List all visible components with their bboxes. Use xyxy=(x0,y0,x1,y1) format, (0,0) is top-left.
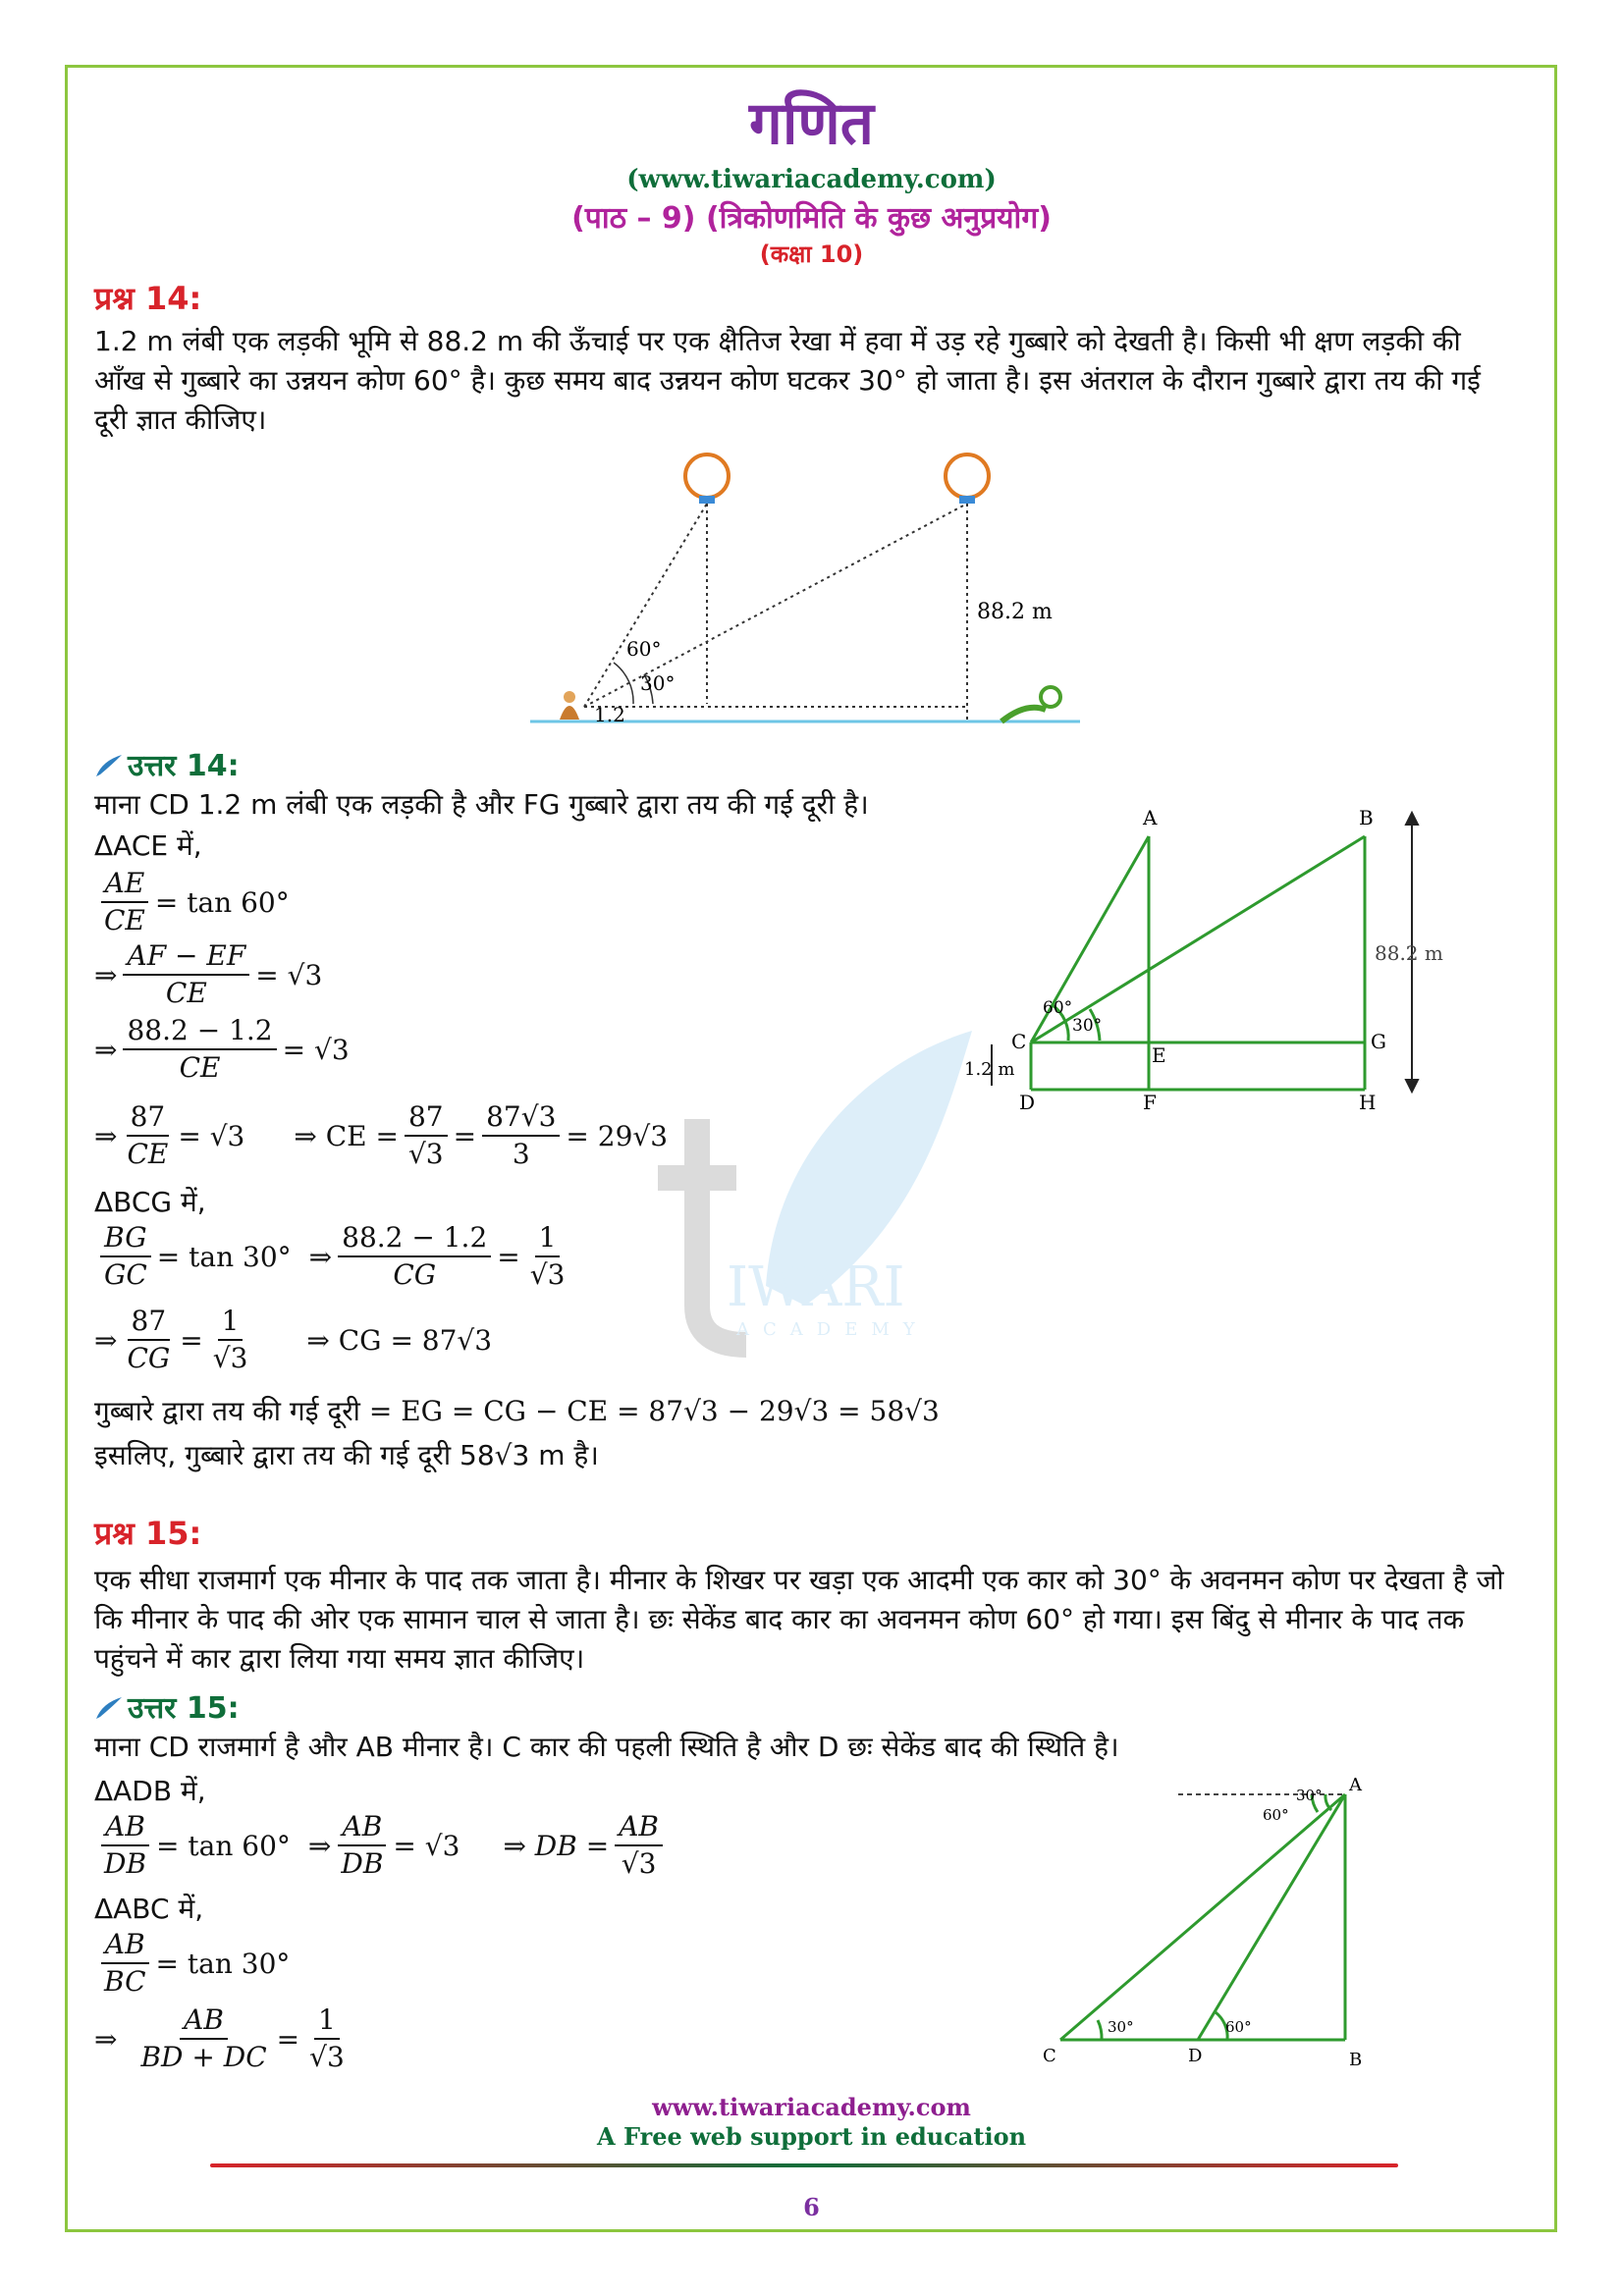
answer-15-intro: माना CD राजमार्ग है और AB मीनार है। C कार की पहली स्थिति है और D छः सेकेंड बाद की स्थिति है। xyxy=(94,1731,1119,1763)
tower-figure-15 xyxy=(1031,1775,1384,2079)
balloon-figure xyxy=(530,447,1090,736)
pen-icon xyxy=(94,751,124,778)
page-number: 6 xyxy=(803,2193,820,2221)
question-14-text: 1.2 m लंबी एक लड़की भूमि से 88.2 m की ऊँचाई पर एक क्षैतिज रेखा में हवा में उड़ रहे गुब्बारे को देखती है। किसी भी क्षण लड़की की आँख से गुब्बारे का उन्नयन कोण 60° है। कुछ समय बाद उन्नयन कोण घटकर 30° हो जाता है। इस अंतराल के दौरान गुब्बारे द्वारा तय की गई दूरी ज्ञात कीजिए। xyxy=(94,325,1481,436)
balloon-icon-1 xyxy=(685,454,729,504)
a14-distance: गुब्बारे द्वारा तय की गई दूरी = EG = CG − CE = 87√3 − 29√3 = 58√3 xyxy=(94,1395,940,1427)
watermark-sub: ACADEMY xyxy=(736,1319,929,1340)
a15-step2: $\frac{AB}{BC}$ = tan 30° xyxy=(94,1929,290,1998)
header-site[interactable]: (www.tiwariacademy.com) xyxy=(626,165,997,194)
footer-divider xyxy=(210,2163,1398,2167)
answer-14-triangle-ace: ΔACE में, xyxy=(94,829,202,862)
label-D: D xyxy=(1188,2046,1203,2066)
a14-step5: $\frac{BG}{GC}$ = tan 30° ⇒ $\frac{88.2 - 1.2}{CG}$ = $\frac{1}{√3}$ xyxy=(94,1222,574,1291)
footer-tagline: A Free web support in education xyxy=(596,2122,1027,2151)
fig14-height: 88.2 m xyxy=(977,600,1053,624)
label-G: G xyxy=(1371,1030,1386,1053)
label-H: H xyxy=(1359,1091,1377,1114)
class-label: (कक्षा 10) xyxy=(759,240,864,268)
fig-angle-60-d: 60° xyxy=(1225,2018,1252,2036)
label-B: B xyxy=(1349,2050,1363,2070)
balloon-icon-2 xyxy=(946,454,989,504)
answer-15-triangle-abc: ΔABC में, xyxy=(94,1893,204,1925)
answer-15-triangle-adb: ΔADB में, xyxy=(94,1775,206,1807)
a14-step3: ⇒ $\frac{88.2 - 1.2}{CE}$ = √3 xyxy=(94,1014,350,1084)
label-D: D xyxy=(1019,1091,1036,1114)
fig-girl-height: 1.2 m xyxy=(964,1059,1015,1080)
fig-height: 88.2 m xyxy=(1375,941,1443,965)
fig-angle-60-top: 60° xyxy=(1263,1806,1289,1824)
answer-14-heading xyxy=(94,744,240,784)
a14-step4: ⇒ $\frac{87}{CE}$ = √3 ⇒ CE = $\frac{87}{√3}$ = $\frac{87√3}{3}$ = 29√3 xyxy=(94,1100,669,1170)
a15-step3: ⇒ $\frac{AB}{BD + DC}$ = $\frac{1}{√3}$ xyxy=(94,2003,345,2073)
answer-15-label: उत्तर 15: xyxy=(128,1691,240,1726)
triangle-figure-14 xyxy=(962,795,1473,1119)
fig-angle-30-c: 30° xyxy=(1108,2018,1134,2036)
question-15-text: एक सीधा राजमार्ग एक मीनार के पाद तक जाता है। मीनार के शिखर पर खड़ा एक आदमी एक कार को 30° के अवनमन कोण पर देखता है जो कि मीनार के पाद की ओर एक सामान चाल से जाता है। छः सेकेंड बाद कार का अवनमन कोण 60° हो गया। इस बिंदु से मीनार के पाद तक पहुंचने में कार द्वारा लिया गया समय ज्ञात कीजिए। xyxy=(94,1564,1504,1675)
girl-icon xyxy=(560,691,579,720)
fig-angle-30-top: 30° xyxy=(1296,1787,1323,1804)
fig14-girl-height: 1.2 xyxy=(594,703,625,726)
label-B: B xyxy=(1359,806,1374,829)
a15-step1: $\frac{AB}{DB}$ = tan 60° ⇒ $\frac{AB}{DB}$ = √3 ⇒ DB = $\frac{AB}{√3}$ xyxy=(94,1811,669,1880)
label-A: A xyxy=(1349,1775,1362,1795)
answer-14-label: उत्तर 14: xyxy=(128,749,240,783)
label-C: C xyxy=(1011,1030,1027,1053)
label-C: C xyxy=(1043,2046,1056,2066)
question-14-heading: प्रश्न 14: xyxy=(94,280,202,317)
tiwari-watermark xyxy=(619,1011,992,1423)
question-15-heading: प्रश्न 15: xyxy=(94,1515,202,1552)
tree-icon xyxy=(1001,687,1060,721)
watermark-name: IWARI xyxy=(727,1255,905,1319)
a14-step6: ⇒ $\frac{87}{CG}$ = $\frac{1}{√3}$ ⇒ CG = 87√3 xyxy=(94,1305,493,1374)
answer-14-intro: माना CD 1.2 m लंबी एक लड़की है और FG गुब्बारे द्वारा तय की गई दूरी है। xyxy=(94,788,869,821)
answer-14-triangle-bcg: ΔBCG में, xyxy=(94,1186,206,1218)
page-title: गणित xyxy=(749,89,874,158)
fig-angle-60: 60° xyxy=(1043,998,1073,1018)
label-A: A xyxy=(1143,806,1158,829)
fig14-angle2: 30° xyxy=(640,671,676,695)
answer-15-heading xyxy=(94,1686,240,1727)
a14-conclusion: इसलिए, गुब्बारे द्वारा तय की गई दूरी 58√3 m है। xyxy=(94,1439,599,1471)
label-F: F xyxy=(1143,1091,1157,1114)
fig14-angle1: 60° xyxy=(626,637,662,661)
pen-icon xyxy=(94,1693,124,1721)
footer-site[interactable]: www.tiwariacademy.com xyxy=(652,2093,971,2121)
a14-step1: $\frac{AE}{CE}$ = tan 60° xyxy=(94,868,290,936)
fig-angle-30: 30° xyxy=(1072,1016,1103,1036)
label-E: E xyxy=(1152,1043,1166,1067)
chapter-title: (पाठ – 9) (त्रिकोणमिति के कुछ अनुप्रयोग) xyxy=(571,201,1052,236)
a14-step2: ⇒ $\frac{AF - EF}{CE}$ = √3 xyxy=(94,939,323,1009)
